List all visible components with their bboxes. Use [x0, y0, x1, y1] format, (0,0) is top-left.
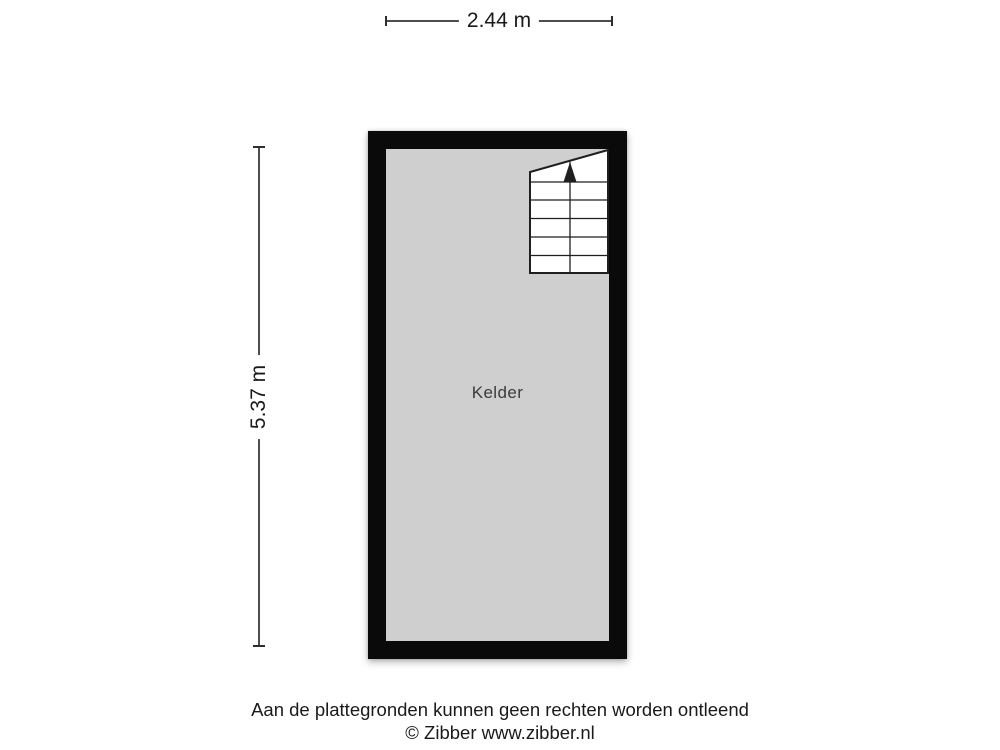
- staircase: [529, 149, 609, 275]
- height-dimension-tick-top: [253, 146, 265, 148]
- width-dimension-tick-left: [385, 16, 387, 26]
- width-dimension-tick-right: [611, 16, 613, 26]
- height-dimension-label: 5.37 m: [247, 354, 271, 438]
- height-dimension: [246, 146, 270, 647]
- footer-copyright: © Zibber www.zibber.nl: [405, 722, 595, 743]
- footer-disclaimer: Aan de plattegronden kunnen geen rechten worden ontleend: [251, 699, 749, 720]
- room-label-kelder: Kelder: [471, 383, 524, 402]
- width-dimension-label: 2.44 m: [459, 9, 539, 33]
- floorplan-kelder: [368, 131, 627, 659]
- height-dimension-tick-bottom: [253, 645, 265, 647]
- staircase-drawing: [529, 149, 609, 275]
- footer: [0, 698, 1000, 744]
- room-floor: [386, 149, 609, 641]
- width-dimension: [385, 8, 613, 32]
